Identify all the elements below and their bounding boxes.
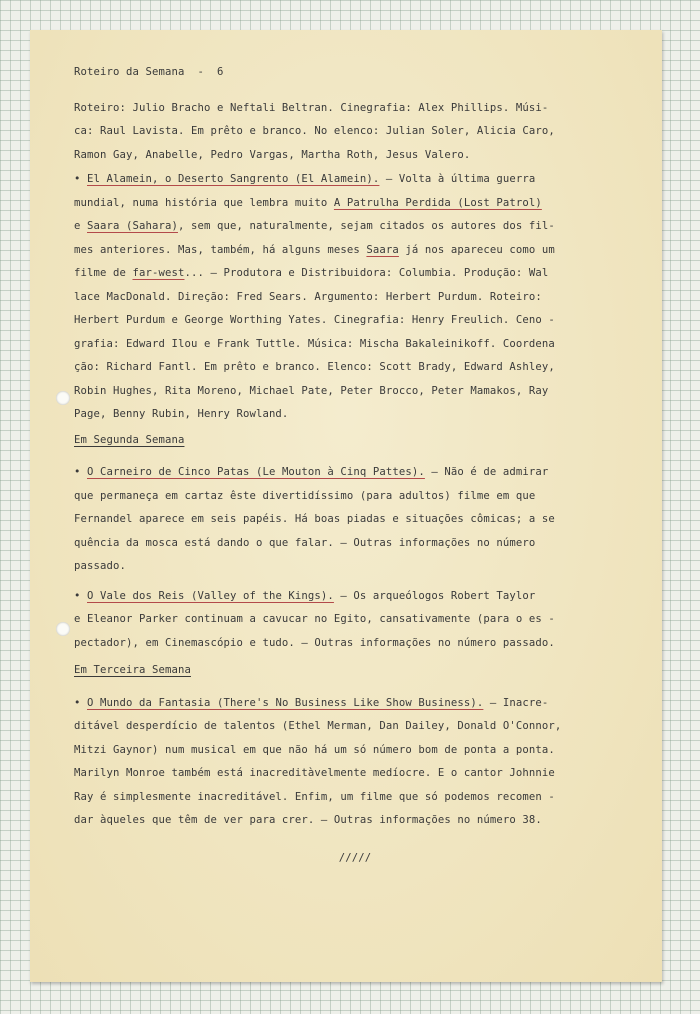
- review-mundo-line: Mitzi Gaynor) num musical em que não há um só número bom de ponta a ponta.: [74, 743, 555, 756]
- review-vale-line: e Eleanor Parker continuam a cavucar no Egito, cansativamente (para o es -: [74, 613, 555, 625]
- review-carneiro-line: passado.: [74, 560, 126, 572]
- review-carneiro-line: Fernandel aparece em seis papéis. Há boas piadas e situações cômicas; a se: [74, 513, 555, 525]
- film-title: Saara (Sahara): [87, 220, 178, 232]
- review-alamein-line: • El Alamein, o Deserto Sangrento (El Alamein). — Volta à última guerra: [74, 173, 536, 185]
- review-alamein-line: Herbert Purdum e George Worthing Yates. Cinegrafia: Henry Freulich. Ceno -: [74, 314, 555, 326]
- punch-hole: [56, 622, 70, 636]
- review-carneiro-line: • O Carneiro de Cinco Patas (Le Mouton à Cinq Pattes). — Não é de admirar: [74, 466, 549, 478]
- page-text: [74, 61, 636, 870]
- film-title: El Alamein, o Deserto Sangrento (El Alamein).: [87, 173, 380, 185]
- film-genre: far-west: [132, 267, 185, 279]
- section-heading: Em Segunda Semana: [74, 433, 185, 446]
- punch-hole: [56, 391, 70, 405]
- review-alamein-line: Page, Benny Rubin, Henry Rowland.: [74, 408, 289, 420]
- review-mundo-line: Ray é simplesmente inacreditável. Enfim, um filme que só podemos recomen -: [74, 790, 555, 803]
- review-mundo-line: dar àqueles que têm de ver para crer. — Outras informações no número 38.: [74, 814, 542, 826]
- review-vale-line: • O Vale dos Reis (Valley of the Kings). — Os arqueólogos Robert Taylor: [74, 589, 536, 602]
- page-header: Roteiro da Semana - 6: [74, 66, 224, 78]
- review-alamein-line: Robin Hughes, Rita Moreno, Michael Pate, Peter Brocco, Peter Mamakos, Ray: [74, 384, 549, 397]
- review-carneiro-line: quência da mosca está dando o que falar. — Outras informações no número: [74, 536, 536, 549]
- review-alamein-line: mes anteriores. Mas, também, há alguns meses Saara já nos apareceu como um: [74, 243, 555, 256]
- film-title: O Vale dos Reis (Valley of the Kings).: [87, 589, 334, 602]
- review-vale-line: pectador), em Cinemascópio e tudo. — Outras informações no número passado.: [74, 636, 555, 649]
- film-title: O Carneiro de Cinco Patas (Le Mouton à Cinq Pattes).: [87, 466, 425, 478]
- review-mundo-line: ditável desperdício de talentos (Ethel Merman, Dan Dailey, Donald O'Connor,: [74, 720, 562, 732]
- review-mundo-line: Marilyn Monroe também está inacreditàvelmente medíocre. E o cantor Johnnie: [74, 767, 555, 779]
- review-alamein-line: filme de far-west... — Produtora e Distribuidora: Columbia. Produção: Wal: [74, 267, 549, 279]
- credits-line: Ramon Gay, Anabelle, Pedro Vargas, Martha Roth, Jesus Valero.: [74, 148, 471, 161]
- typewritten-page: [30, 30, 662, 982]
- film-title: Saara: [366, 243, 399, 256]
- review-alamein-line: lace MacDonald. Direção: Fred Sears. Argumento: Herbert Purdum. Roteiro:: [74, 290, 542, 303]
- end-mark: /////: [338, 851, 372, 864]
- section-heading: Em Terceira Semana: [74, 664, 191, 676]
- credits-line: ca: Raul Lavista. Em prêto e branco. No elenco: Julian Soler, Alicia Caro,: [74, 125, 555, 137]
- credits-line: Roteiro: Julio Bracho e Neftali Beltran. Cinegrafia: Alex Phillips. Músi-: [74, 101, 549, 114]
- review-alamein-line: mundial, numa história que lembra muito A Patrulha Perdida (Lost Patrol): [74, 196, 542, 209]
- review-alamein-line: ção: Richard Fantl. Em prêto e branco. Elenco: Scott Brady, Edward Ashley,: [74, 361, 555, 373]
- review-carneiro-line: que permaneça em cartaz êste divertidíssimo (para adultos) filme em que: [74, 489, 536, 502]
- review-mundo-line: • O Mundo da Fantasia (There's No Business Like Show Business). — Inacre-: [74, 696, 549, 709]
- film-title: O Mundo da Fantasia (There's No Business Like Show Business).: [87, 696, 484, 709]
- film-title: A Patrulha Perdida (Lost Patrol): [333, 196, 542, 209]
- review-alamein-line: e Saara (Sahara), sem que, naturalmente, sejam citados os autores dos fil-: [74, 220, 555, 232]
- review-alamein-line: grafia: Edward Ilou e Frank Tuttle. Música: Mischa Bakaleinikoff. Coordena: [74, 337, 555, 350]
